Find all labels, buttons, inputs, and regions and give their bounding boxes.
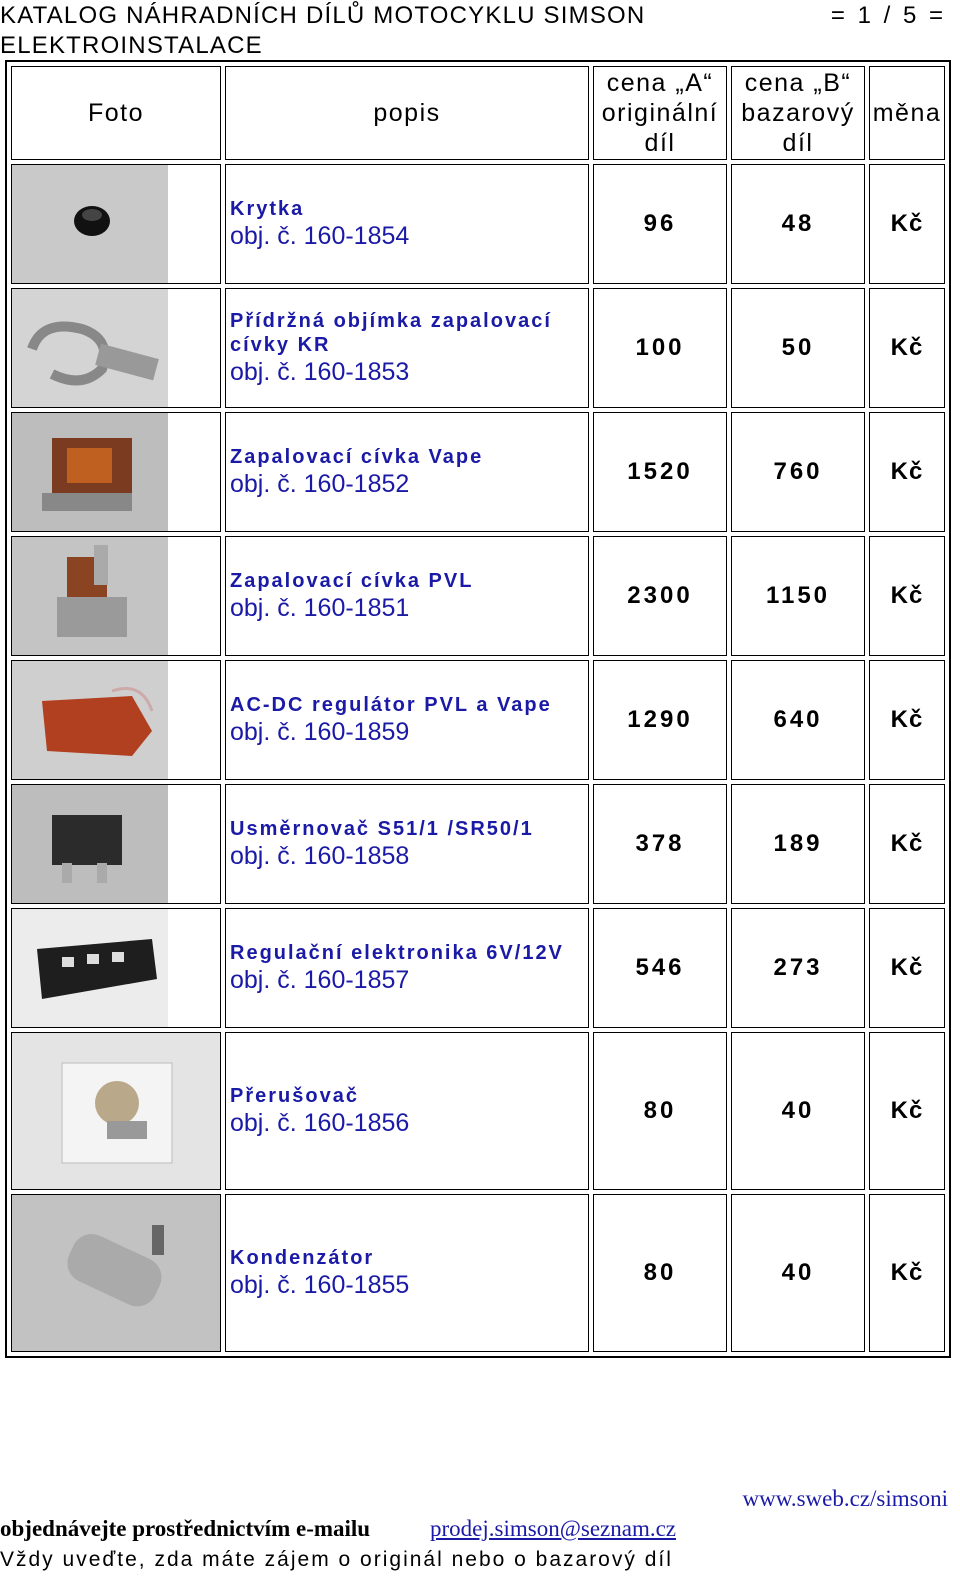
price-a: 2300 [593,536,727,656]
item-code: obj. č. 160-1854 [230,222,410,250]
rubber-cap-photo [11,164,221,284]
price-a: 96 [593,164,727,284]
currency: Kč [869,1032,945,1190]
item-description [225,412,589,532]
item-description [225,1032,589,1190]
item-name: Zapalovací cívka PVL [230,570,474,592]
currency: Kč [869,412,945,532]
parts-table [5,60,951,1358]
price-a: 100 [593,288,727,408]
item-code: obj. č. 160-1851 [230,594,410,622]
table-row [11,784,945,904]
price-a: 80 [593,1032,727,1190]
price-a: 378 [593,784,727,904]
table-row [11,536,945,656]
currency: Kč [869,536,945,656]
col-foto: Foto [11,66,221,160]
item-name: Zapalovací cívka Vape [230,446,484,468]
order-text: objednávejte prostřednictvím e-mailu [0,1516,371,1541]
item-description [225,164,589,284]
catalog-title: KATALOG NÁHRADNÍCH DÍLŮ MOTOCYKLU SIMSON [0,2,646,29]
item-description [225,536,589,656]
item-description [225,660,589,780]
item-name: Přídržná objímka zapalovací cívky KR [230,310,552,356]
item-description [225,784,589,904]
price-a: 1290 [593,660,727,780]
item-code: obj. č. 160-1859 [230,718,410,746]
col-popis: popis [225,66,589,160]
breaker-photo [11,1032,221,1190]
table-row [11,1032,945,1190]
col-cena-b: cena „B“ bazarový díl [731,66,865,160]
ignition-coil-photo [11,412,221,532]
table-row [11,1194,945,1352]
ignition-coil-photo [11,536,221,656]
email-link[interactable]: prodej.simson@seznam.cz [430,1516,677,1541]
price-b: 40 [731,1194,865,1352]
price-b: 640 [731,660,865,780]
item-code: obj. č. 160-1852 [230,470,410,498]
table-row [11,908,945,1028]
price-a: 546 [593,908,727,1028]
item-code: obj. č. 160-1857 [230,966,410,994]
item-code: obj. č. 160-1855 [230,1271,410,1299]
table-row [11,288,945,408]
price-b: 760 [731,412,865,532]
table-row [11,412,945,532]
price-b: 1150 [731,536,865,656]
col-mena: měna [869,66,945,160]
price-b: 50 [731,288,865,408]
section-title: ELEKTROINSTALACE [0,32,263,59]
item-name: Krytka [230,198,305,220]
item-code: obj. č. 160-1853 [230,358,410,386]
price-b: 40 [731,1032,865,1190]
rectifier-photo [11,784,221,904]
currency: Kč [869,784,945,904]
currency: Kč [869,164,945,284]
page-number: = 1 / 5 = [830,2,946,29]
item-name: Přerušovač [230,1085,359,1107]
item-code: obj. č. 160-1856 [230,1109,410,1137]
item-name: Usměrnovač S51/1 /SR50/1 [230,818,534,840]
price-b: 48 [731,164,865,284]
item-name: Regulační elektronika 6V/12V [230,942,564,964]
item-description [225,288,589,408]
item-name: Kondenzátor [230,1247,375,1269]
capacitor-photo [11,1194,221,1352]
regulator-photo [11,660,221,780]
item-name: AC-DC regulátor PVL a Vape [230,694,552,716]
price-b: 189 [731,784,865,904]
item-code: obj. č. 160-1858 [230,842,410,870]
price-b: 273 [731,908,865,1028]
table-row [11,164,945,284]
item-description [225,908,589,1028]
website-link[interactable]: www.sweb.cz/simsoni [742,1486,948,1511]
col-cena-a: cena „A“ originální díl [593,66,727,160]
currency: Kč [869,908,945,1028]
item-description [225,1194,589,1352]
price-a: 80 [593,1194,727,1352]
table-header-row [11,66,945,160]
currency: Kč [869,1194,945,1352]
currency: Kč [869,660,945,780]
price-a: 1520 [593,412,727,532]
electronics-photo [11,908,221,1028]
table-row [11,660,945,780]
clamp-photo [11,288,221,408]
footer-note: Vždy uveďte, zda máte zájem o originál nebo o bazarový díl [0,1548,673,1571]
currency: Kč [869,288,945,408]
